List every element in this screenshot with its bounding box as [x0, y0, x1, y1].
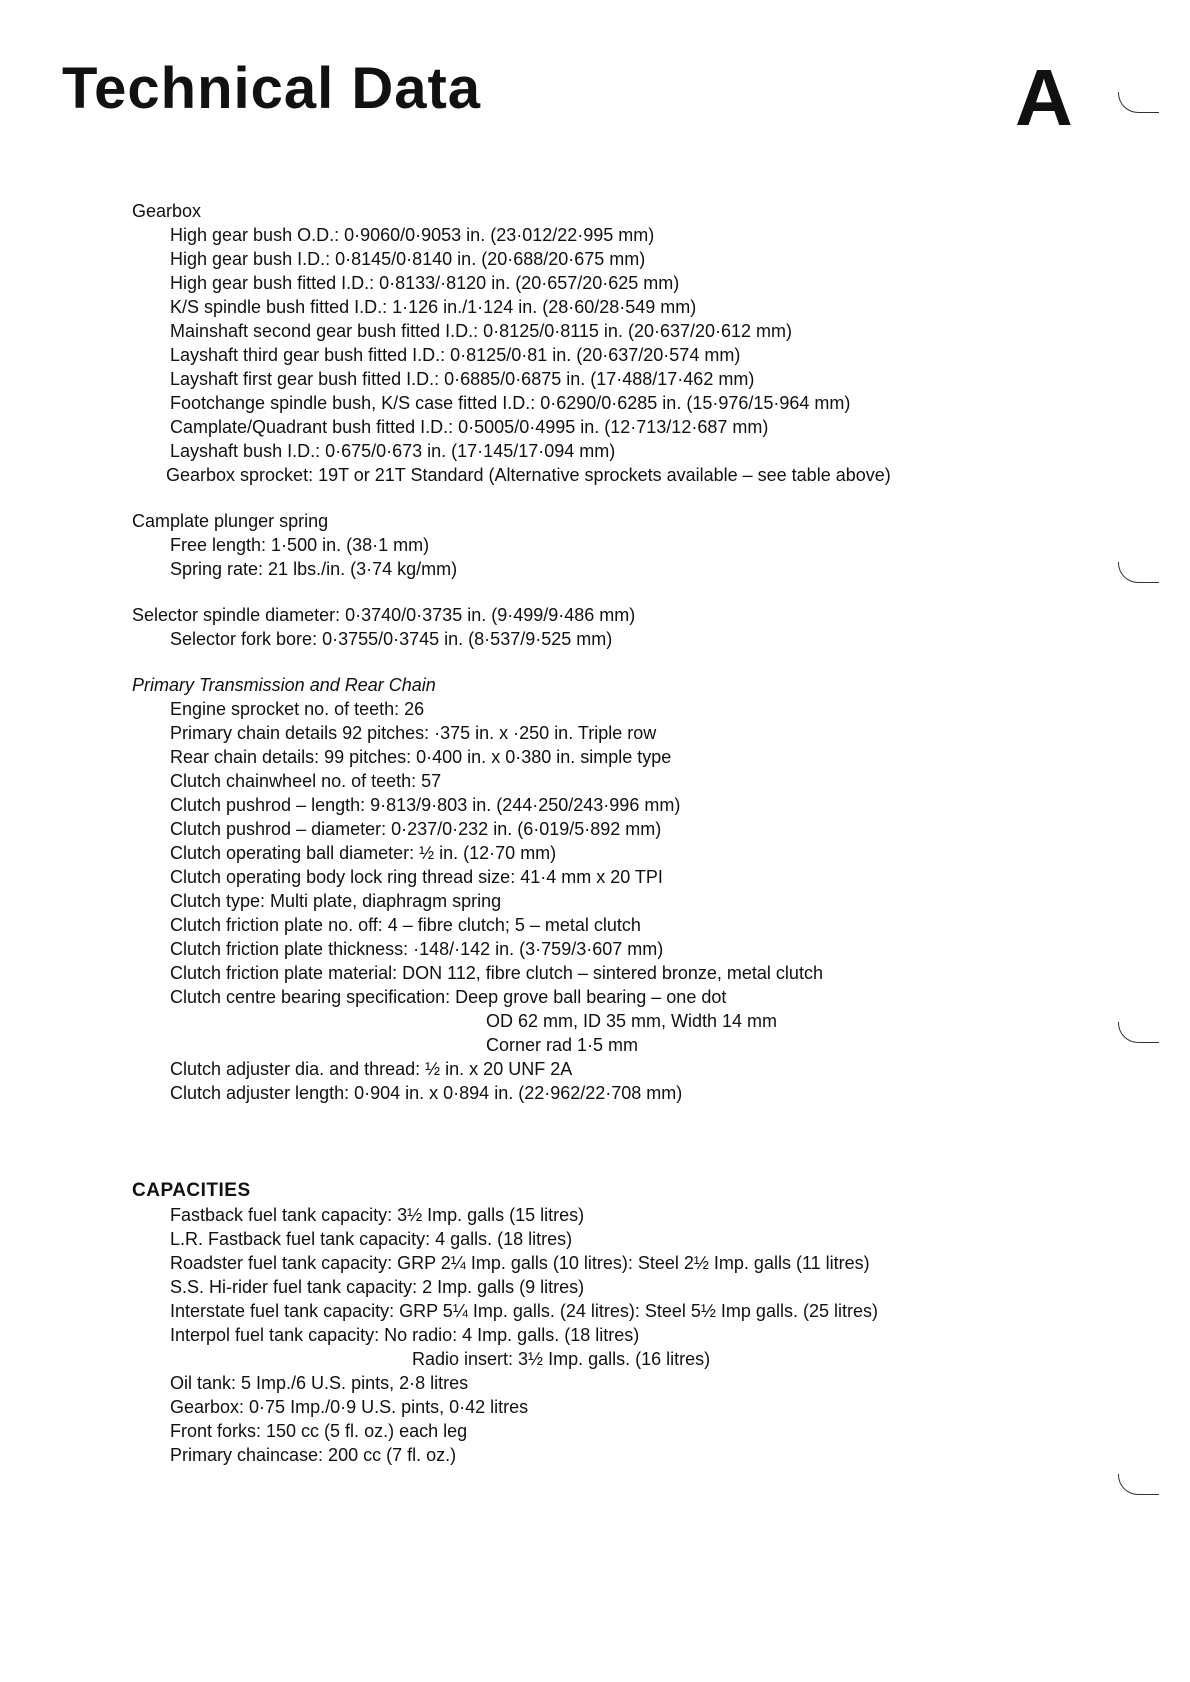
spec-line: Oil tank: 5 Imp./6 U.S. pints, 2·8 litres: [170, 1373, 469, 1393]
spec-line: Interpol fuel tank capacity: No radio: 4 Imp. galls. (18 litres): [170, 1325, 640, 1345]
spec-line: Clutch chainwheel no. of teeth: 57: [170, 771, 442, 791]
spec-line: Layshaft bush I.D.: 0·675/0·673 in. (17·145/17·094 mm): [170, 441, 616, 461]
spec-line: Clutch adjuster length: 0·904 in. x 0·894 in. (22·962/22·708 mm): [170, 1083, 683, 1103]
spec-line: Front forks: 150 cc (5 fl. oz.) each leg: [170, 1421, 468, 1441]
binder-margin-mark: [1118, 1474, 1159, 1495]
spec-line: Primary chaincase: 200 cc (7 fl. oz.): [170, 1445, 457, 1465]
spec-line: Roadster fuel tank capacity: GRP 2¼ Imp. galls (10 litres): Steel 2½ Imp. galls (11 litres): [170, 1253, 870, 1273]
spec-line: K/S spindle bush fitted I.D.: 1·126 in./1·124 in. (28·60/28·549 mm): [170, 297, 697, 317]
spec-line: High gear bush O.D.: 0·9060/0·9053 in. (23·012/22·995 mm): [170, 225, 655, 245]
spec-line: Clutch pushrod – diameter: 0·237/0·232 in. (6·019/5·892 mm): [170, 819, 662, 839]
spec-line: Layshaft first gear bush fitted I.D.: 0·6885/0·6875 in. (17·488/17·462 mm): [170, 369, 755, 389]
spec-line: High gear bush fitted I.D.: 0·8133/·8120 in. (20·657/20·625 mm): [170, 273, 680, 293]
section-letter: A: [1015, 53, 1073, 142]
spec-line: Clutch friction plate no. off: 4 – fibre clutch; 5 – metal clutch: [170, 915, 641, 935]
primary-transmission-heading: Primary Transmission and Rear Chain: [132, 675, 436, 695]
technical-data-body: [132, 199, 1132, 1467]
spec-line: Interstate fuel tank capacity: GRP 5¼ Imp. galls. (24 litres): Steel 5½ Imp galls. (25 litres): [170, 1301, 878, 1321]
spec-line: Engine sprocket no. of teeth: 26: [170, 699, 425, 719]
spec-line: Mainshaft second gear bush fitted I.D.: 0·8125/0·8115 in. (20·637/20·612 mm): [170, 321, 793, 341]
spec-line: Clutch operating ball diameter: ½ in. (12·70 mm): [170, 843, 557, 863]
binder-margin-mark: [1118, 92, 1159, 113]
spec-line: Clutch type: Multi plate, diaphragm spring: [170, 891, 502, 911]
spec-continuation: OD 62 mm, ID 35 mm, Width 14 mm: [486, 1011, 778, 1031]
spec-line: Clutch pushrod – length: 9·813/9·803 in. (244·250/243·996 mm): [170, 795, 681, 815]
camplate-heading: Camplate plunger spring: [132, 511, 329, 531]
spec-line: Fastback fuel tank capacity: 3½ Imp. galls (15 litres): [170, 1205, 585, 1225]
selector-heading: Selector spindle diameter: 0·3740/0·3735 in. (9·499/9·486 mm): [132, 605, 636, 625]
spec-line: Clutch operating body lock ring thread size: 41·4 mm x 20 TPI: [170, 867, 663, 887]
spec-continuation: Corner rad 1·5 mm: [486, 1035, 639, 1055]
spec-line: Clutch adjuster dia. and thread: ½ in. x 20 UNF 2A: [170, 1059, 573, 1079]
spec-line: S.S. Hi-rider fuel tank capacity: 2 Imp. galls (9 litres): [170, 1277, 585, 1297]
spec-continuation: Radio insert: 3½ Imp. galls. (16 litres): [412, 1349, 711, 1369]
spec-line: Gearbox: 0·75 Imp./0·9 U.S. pints, 0·42 litres: [170, 1397, 529, 1417]
spec-line: Spring rate: 21 lbs./in. (3·74 kg/mm): [170, 559, 458, 579]
spec-line: Selector fork bore: 0·3755/0·3745 in. (8·537/9·525 mm): [170, 629, 613, 649]
spec-line: L.R. Fastback fuel tank capacity: 4 galls. (18 litres): [170, 1229, 573, 1249]
spec-line: Free length: 1·500 in. (38·1 mm): [170, 535, 430, 555]
page-title: Technical Data: [62, 56, 482, 121]
spec-line: Camplate/Quadrant bush fitted I.D.: 0·5005/0·4995 in. (12·713/12·687 mm): [170, 417, 769, 437]
capacities-heading: CAPACITIES: [132, 1180, 251, 1201]
spec-line: Layshaft third gear bush fitted I.D.: 0·8125/0·81 in. (20·637/20·574 mm): [170, 345, 741, 365]
spec-line: Clutch friction plate thickness: ·148/·142 in. (3·759/3·607 mm): [170, 939, 664, 959]
spec-line: Primary chain details 92 pitches: ·375 in. x ·250 in. Triple row: [170, 723, 657, 743]
spec-line: Gearbox sprocket: 19T or 21T Standard (Alternative sprockets available – see table above): [166, 465, 891, 485]
spec-line: High gear bush I.D.: 0·8145/0·8140 in. (20·688/20·675 mm): [170, 249, 646, 269]
spec-line: Clutch friction plate material: DON 112, fibre clutch – sintered bronze, metal clutch: [170, 963, 823, 983]
gearbox-heading: Gearbox: [132, 201, 202, 221]
spec-line: Rear chain details: 99 pitches: 0·400 in. x 0·380 in. simple type: [170, 747, 672, 767]
spec-line: Clutch centre bearing specification: Deep grove ball bearing – one dot: [170, 987, 727, 1007]
spec-line: Footchange spindle bush, K/S case fitted I.D.: 0·6290/0·6285 in. (15·976/15·964 mm): [170, 393, 851, 413]
